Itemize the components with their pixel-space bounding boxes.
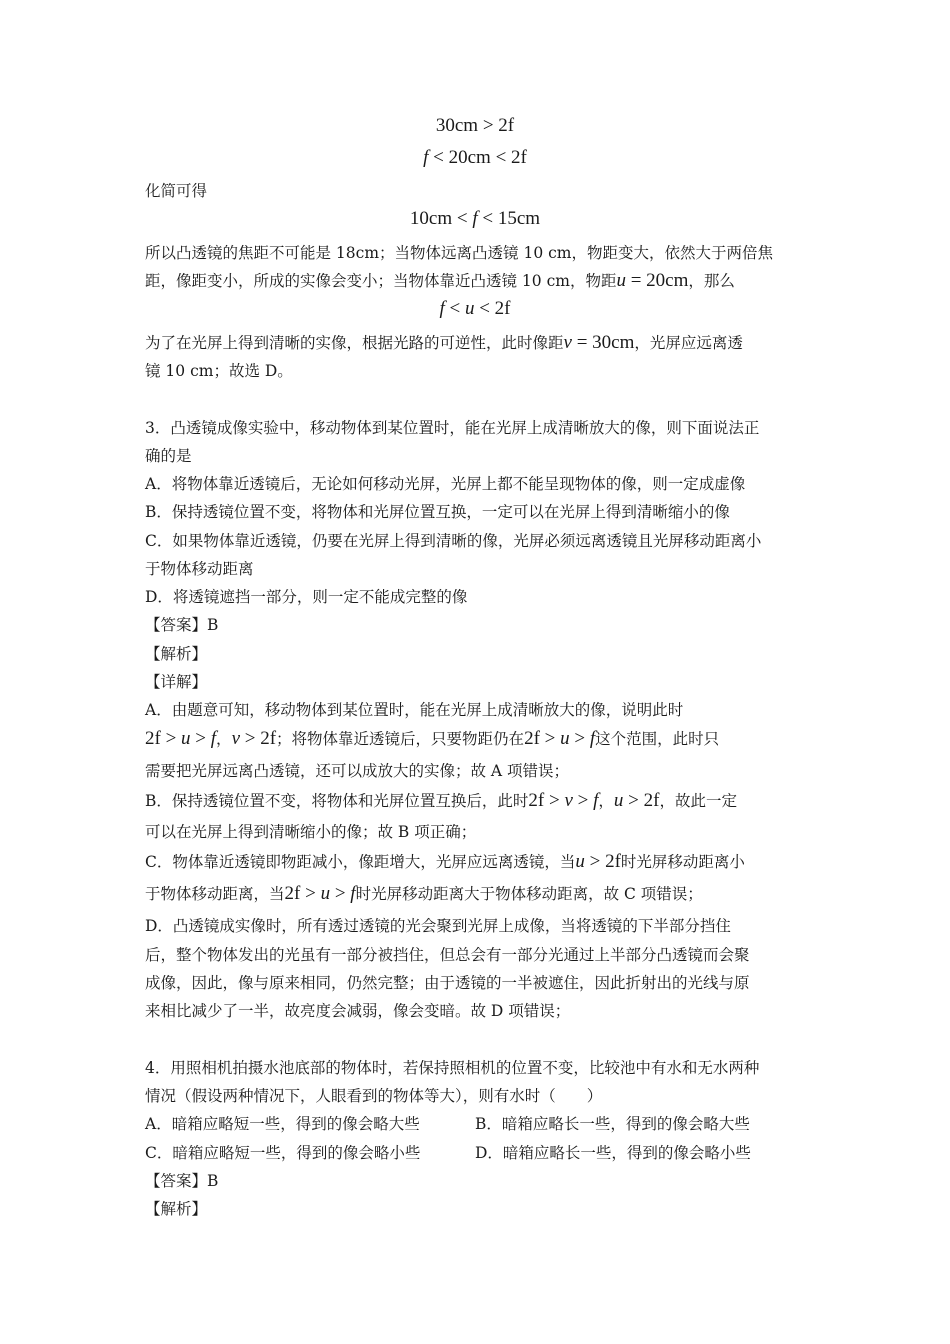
question-3-option-d: D．将透镜遮挡一部分，则一定不能成完整的像 (145, 588, 468, 606)
question-4-option-c: C．暗箱应略短一些，得到的像会略小些 (145, 1144, 421, 1162)
math-expression: v = 30cm (563, 332, 635, 353)
solution-text: ，光屏应远离透 (634, 334, 743, 352)
explanation-b-line-1 (145, 790, 815, 812)
math-expression: v > 2f (231, 728, 277, 749)
explanation-a-line-2 (145, 728, 815, 750)
question-3-option-a: A．将物体靠近透镜后，无论如何移动光屏，光屏上都不能呈现物体的像，则一定成虚像 (145, 475, 746, 493)
explanation-text: ；将物体靠近透镜后，只要物距仍在 (276, 730, 525, 748)
solution-text: 为了在光屏上得到清晰的实像，根据光路的可逆性，此时像距 (145, 334, 564, 352)
explanation-c-line-1 (145, 851, 815, 873)
question-4-options-row-2 (145, 1142, 815, 1164)
math-expression: u > 2f (613, 790, 660, 811)
solution-text: ，那么 (688, 272, 735, 290)
explanation-text: ， (598, 792, 614, 810)
question-4-option-a: A．暗箱应略短一些，得到的像会略大些 (145, 1115, 420, 1133)
solution-text: 距，像距变小，所成的实像会变小；当物体靠近凸透镜 10 cm，物距 (145, 272, 617, 290)
explanation-text: ， (216, 730, 232, 748)
question-3-detail-heading: 【详解】 (145, 673, 208, 691)
solution-paragraph-2a (145, 332, 815, 354)
math-expression: 2f > v > f (528, 790, 599, 811)
equation-4: f < u < 2f (439, 298, 511, 319)
question-4-options-row-1 (145, 1113, 815, 1135)
math-expression: 2f > u > f (524, 728, 596, 749)
explanation-text: 于物体移动距离，当 (145, 885, 285, 903)
solution-paragraph-1a: 所以凸透镜的焦距不可能是 18cm；当物体远离凸透镜 10 cm，物距变大，依然大于两倍焦 (145, 244, 773, 262)
math-expression: u = 20cm (616, 270, 689, 291)
math-expression: u > 2f (575, 851, 621, 872)
question-3-option-c: C．如果物体靠近透镜，仍要在光屏上得到清晰的像，光屏必须远离透镜且光屏移动距离小 (145, 532, 762, 550)
explanation-d-line-2: 后，整个物体发出的光虽有一部分被挡住，但总会有一部分光通过上半部分凸透镜而会聚 (145, 946, 750, 964)
question-3-answer: 【答案】B (145, 616, 219, 634)
question-3-option-b: B．保持透镜位置不变，将物体和光屏位置互换，一定可以在光屏上得到清晰缩小的像 (145, 503, 730, 521)
question-4-option-b: B．暗箱应略长一些，得到的像会略大些 (475, 1115, 750, 1133)
explanation-b-line-2: 可以在光屏上得到清晰缩小的像；故 B 项正确； (145, 823, 477, 841)
explanation-d-line-3: 成像，因此，像与原来相同，仍然完整；由于透镜的一半被遮住，因此折射出的光线与原 (145, 974, 750, 992)
explanation-a-line-1: A．由题意可知，移动物体到某位置时，能在光屏上成清晰放大的像，说明此时 (145, 701, 684, 719)
equation-2: f < 20cm < 2f (423, 147, 527, 168)
explanation-d-line-1: D．凸透镜成实像时，所有透过透镜的光会聚到光屏上成像，当将透镜的下半部分挡住 (145, 917, 731, 935)
question-4-analysis-heading: 【解析】 (145, 1200, 208, 1218)
question-4-stem: 4．用照相机拍摄水池底部的物体时，若保持照相机的位置不变，比较池中有水和无水两种 (145, 1059, 760, 1077)
question-4-option-d: D．暗箱应略长一些，得到的像会略小些 (475, 1144, 751, 1162)
explanation-text: C．物体靠近透镜即物距减小，像距增大，光屏应远离透镜，当 (145, 853, 576, 871)
explanation-text: ，故此一定 (659, 792, 737, 810)
question-3-stem: 3．凸透镜成像实验中，移动物体到某位置时，能在光屏上成清晰放大的像，则下面说法正 (145, 419, 760, 437)
explanation-text: 这个范围，此时只 (595, 730, 720, 748)
explanation-text: 时光屏移动距离大于物体移动距离，故 C 项错误； (355, 885, 703, 903)
equation-3: 10cm < f < 15cm (409, 208, 541, 229)
explanation-a-line-3: 需要把光屏远离凸透镜，还可以成放大的实像；故 A 项错误； (145, 762, 570, 780)
question-4-stem-cont: 情况（假设两种情况下，人眼看到的物体等大），则有水时（ ） (145, 1087, 603, 1105)
explanation-c-line-2 (145, 883, 815, 905)
math-expression: 2f > u > f (284, 883, 356, 904)
explanation-text: 时光屏移动距离小 (620, 853, 745, 871)
explanation-text: B．保持透镜位置不变，将物体和光屏位置互换后，此时 (145, 792, 529, 810)
solution-paragraph-2b: 镜 10 cm；故选 D。 (145, 362, 293, 380)
simplify-text: 化简可得 (145, 182, 208, 200)
question-3-stem-cont: 确的是 (145, 447, 192, 465)
question-4-answer: 【答案】B (145, 1172, 219, 1190)
question-3-analysis-heading: 【解析】 (145, 645, 208, 663)
solution-paragraph-1b (145, 270, 815, 292)
question-3-option-c-cont: 于物体移动距离 (145, 560, 254, 578)
math-expression: 2f > u > f (145, 728, 217, 749)
equation-1: 30cm > 2f (435, 115, 515, 136)
explanation-d-line-4: 来相比减少了一半，故亮度会减弱，像会变暗。故 D 项错误； (145, 1002, 571, 1020)
